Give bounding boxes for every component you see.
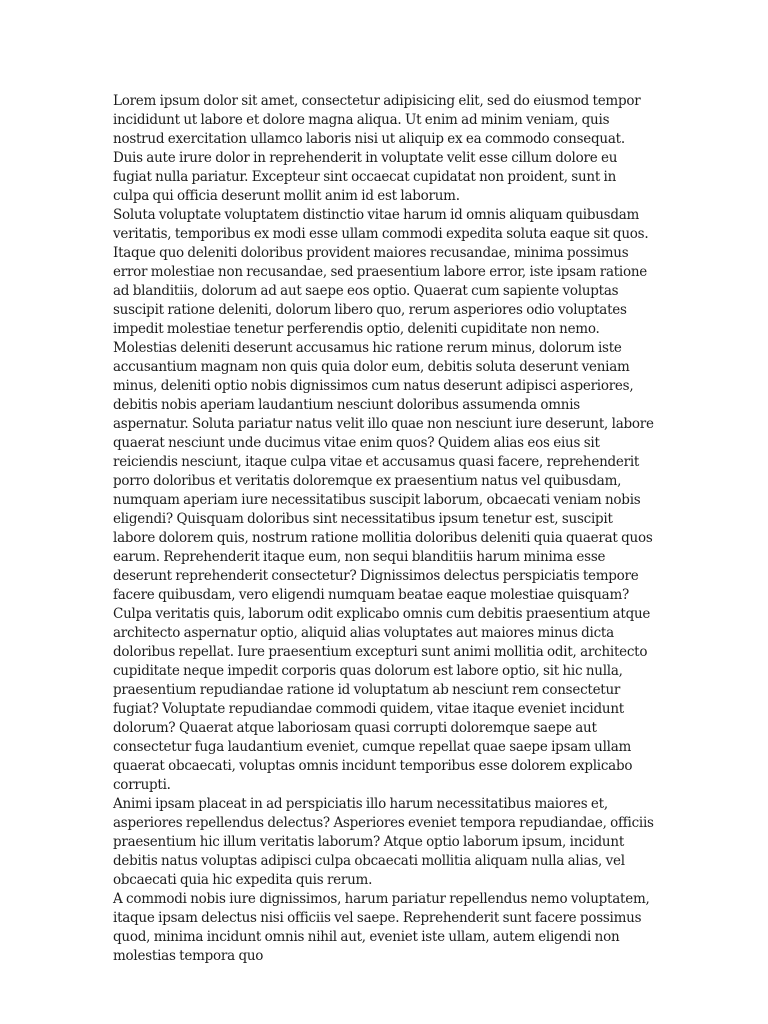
paragraph: Lorem ipsum dolor sit amet, consectetur adipisicing elit, sed do eiusmod tempor incididunt ut labore et dolore magna aliqua. Ut enim ad minim veniam, quis nostrud exercitation ullamco laboris nisi ut aliquip ex ea commodo consequat. Duis aute irure dolor in reprehenderit in voluptate velit esse cillum dolore eu fugiat nulla pariatur. Excepteur sint occaecat cupidatat non proident, sunt in culpa qui officia deserunt mollit anim id est laborum. [113,93,641,204]
paragraph: Animi ipsam placeat in ad perspiciatis illo harum necessitatibus maiores et, asperiores repellendus delectus? Asperiores eveniet tempora repudiandae, officiis praesentium hic illum veritatis laborum? Atque optio laborum ipsum, incidunt debitis natus voluptas adipisci culpa obcaecati mollitia aliquam nulla alias, vel obcaecati quia hic expedita quis rerum. [113,796,654,888]
paragraph: Molestias deleniti deserunt accusamus hic ratione rerum minus, dolorum iste accusantium magnam non quis quia dolor eum, debitis soluta deserunt veniam minus, deleniti optio nobis dignissimos cum natus deserunt adipisci asperiores, debitis nobis aperiam laudantium nesciunt doloribus assumenda omnis aspernatur. Soluta pariatur natus velit illo quae non nesciunt iure deserunt, labore quaerat nesciunt unde ducimus vitae enim quos? Quidem alias eos eius sit reiciendis nesciunt, itaque culpa vitae et accusamus quasi facere, reprehenderit porro doloribus et veritatis doloremque ex praesentium natus vel quibusdam, numquam aperiam iure necessitatibus suscipit laborum, obcaecati veniam nobis eligendi? Quisquam doloribus sint necessitatibus ipsum tenetur est, suscipit labore dolorem quis, nostrum ratione mollitia doloribus deleniti quia quaerat quos earum. Reprehenderit itaque eum, non sequi blanditiis harum minima esse deserunt reprehenderit consectetur? Dignissimos delectus perspiciatis tempore facere quibusdam, vero eligendi numquam beatae eaque molestiae quisquam? [113,340,654,603]
paragraph: Culpa veritatis quis, laborum odit explicabo omnis cum debitis praesentium atque architecto aspernatur optio, aliquid alias voluptates aut maiores minus dicta doloribus repellat. Iure praesentium excepturi sunt animi mollitia odit, architecto cupiditate neque impedit corporis quas dolorum est labore optio, sit hic nulla, praesentium repudiandae ratione id voluptatum ab nesciunt rem consectetur fugiat? Voluptate repudiandae commodi quidem, vitae itaque eveniet incidunt dolorum? Quaerat atque laboriosam quasi corrupti doloremque saepe aut consectetur fuga laudantium eveniet, cumque repellat quae saepe ipsam ullam quaerat obcaecati, voluptas omnis incidunt temporibus esse dolorem explicabo corrupti. [113,606,651,793]
paragraph: A commodi nobis iure dignissimos, harum pariatur repellendus nemo voluptatem, itaque ipsam delectus nisi officiis vel saepe. Reprehenderit sunt facere possimus quod, minima incidunt omnis nihil aut, eveniet iste ullam, autem eligendi non molestias tempora quo [113,891,650,964]
document-body [113,92,654,964]
paragraph: Soluta voluptate voluptatem distinctio vitae harum id omnis aliquam quibusdam veritatis, temporibus ex modi esse ullam commodi expedita soluta eaque sit quos. Itaque quo deleniti doloribus provident maiores recusandae, minima possimus error molestiae non recusandae, sed praesentium labore error, iste ipsam ratione ad blanditiis, dolorum ad aut saepe eos optio. Quaerat cum sapiente voluptas suscipit ratione deleniti, dolorum libero quo, rerum asperiores odio voluptates impedit molestiae tenetur perferendis optio, deleniti cupiditate non nemo. [113,207,649,337]
